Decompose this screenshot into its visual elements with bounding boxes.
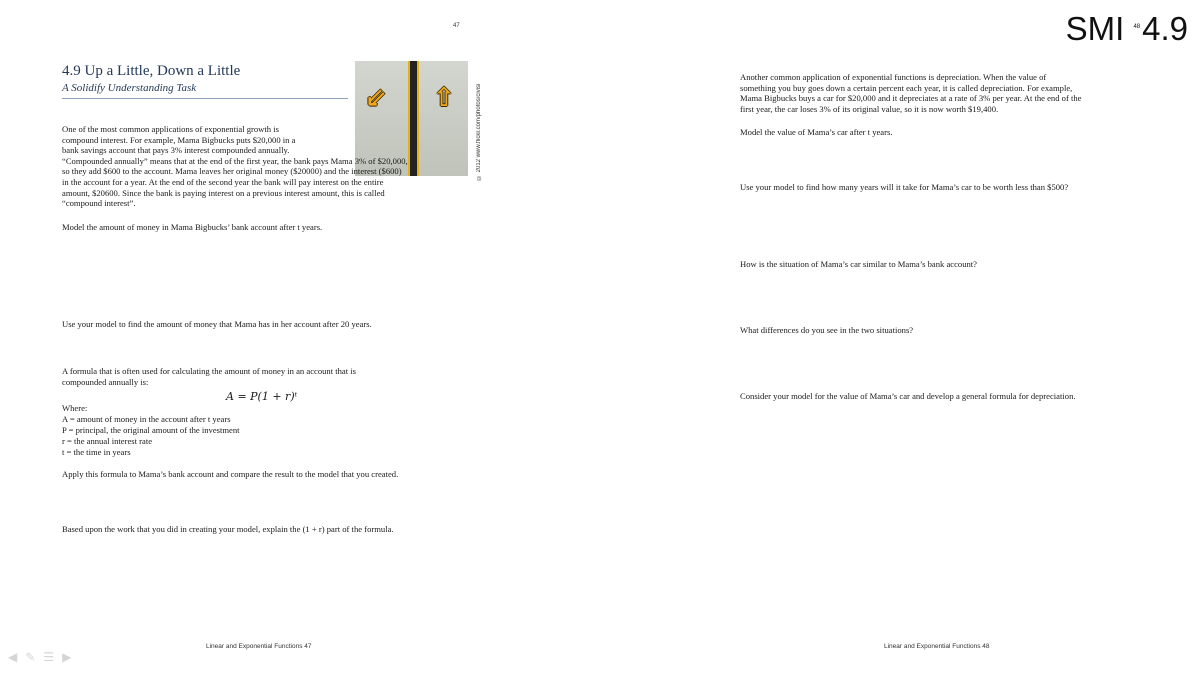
- where-item: A = amount of money in the account after t years: [62, 414, 231, 424]
- menu-icon[interactable]: ☰: [43, 650, 55, 664]
- intro-line: something you buy goes down a certain percent each year, it is called depreciation. For example,: [740, 82, 1073, 93]
- question-model-bank: Model the amount of money in Mama Bigbucks’ bank account after t years.: [62, 222, 323, 232]
- smi-number: 4.9: [1142, 10, 1188, 47]
- left-page-footer: Linear and Exponential Functions 47: [206, 643, 312, 650]
- where-label: Where:: [62, 403, 88, 413]
- question-differences: What differences do you see in the two situations?: [740, 325, 914, 335]
- pen-icon[interactable]: ✎: [25, 650, 36, 664]
- smi-label: SMI: [1065, 10, 1125, 47]
- slideshow-controls: [8, 650, 71, 664]
- intro-paragraph: [62, 124, 467, 209]
- question-depreciation-formula: Consider your model for the value of Mama’s car and develop a general formula for depreciation.: [740, 391, 1076, 401]
- intro-line: in the account for a year. At the end of the second year the bank will pay interest on the entire: [62, 176, 384, 187]
- back-arrow-icon[interactable]: ◀: [8, 650, 18, 664]
- intro-line: “compound interest”.: [62, 198, 136, 209]
- depreciation-intro: [740, 72, 1150, 114]
- intro-line: bank savings account that pays 3% interest compounded annually.: [62, 145, 290, 156]
- left-page-number: 47: [453, 23, 460, 29]
- intro-line: Mama Bigbucks buys a car for $20,000 and it depreciates at a rate of 3% per year. At the end of the: [740, 93, 1082, 104]
- intro-line: so they add $600 to the account. Mama leaves her original money ($20000) and the interest ($600): [62, 166, 402, 177]
- title-divider: [62, 98, 348, 99]
- up-arrow-icon: ⇧: [433, 83, 455, 113]
- intro-line: “Compounded annually” means that at the end of the first year, the bank pays Mama 3% of $20,000,: [62, 155, 408, 166]
- question-years-car: Use your model to find how many years will it take for Mama’s car to be worth less than $500?: [740, 182, 1069, 192]
- where-item: P = principal, the original amount of the investment: [62, 425, 240, 435]
- compound-interest-formula: A = P(1 + r)ᵗ: [226, 390, 298, 403]
- page-title: 4.9 Up a Little, Down a Little: [62, 63, 241, 79]
- formula-intro-line: compounded annually is:: [62, 377, 149, 387]
- right-page-number: 48: [1133, 24, 1141, 30]
- down-arrow-icon: ⇙: [365, 83, 387, 113]
- intro-line: compound interest. For example, Mama Bigbucks puts $20,000 in a: [62, 134, 296, 145]
- question-explain-formula: Based upon the work that you did in creating your model, explain the (1 + r) part of the formula.: [62, 524, 394, 534]
- question-apply-formula: Apply this formula to Mama’s bank account and compare the result to the model that you created.: [62, 469, 399, 479]
- slide-label: [1066, 10, 1188, 48]
- forward-arrow-icon[interactable]: ▶: [62, 650, 72, 664]
- intro-line: One of the most common applications of exponential growth is: [62, 124, 279, 134]
- right-page-footer: Linear and Exponential Functions 48: [884, 643, 990, 650]
- page-subtitle: A Solidify Understanding Task: [62, 82, 197, 94]
- question-model-car: Model the value of Mama’s car after t years.: [740, 127, 893, 137]
- intro-line: first year, the car loses 3% of its original value, so it is now worth $19,400.: [740, 103, 999, 114]
- question-similar: How is the situation of Mama’s car similar to Mama’s bank account?: [740, 259, 977, 269]
- question-use-model-bank: Use your model to find the amount of money that Mama has in her account after 20 years.: [62, 319, 372, 329]
- photo-credit: © 2012 www.flickr.com/photos/civisi: [476, 83, 482, 180]
- intro-line: amount, $20600. Since the bank is paying interest on a previous interest amount, this is called: [62, 187, 385, 198]
- where-item: r = the annual interest rate: [62, 436, 153, 446]
- intro-line: Another common application of exponential functions is depreciation. When the value of: [740, 72, 1047, 82]
- where-item: t = the time in years: [62, 447, 131, 457]
- formula-intro-line: A formula that is often used for calculating the amount of money in an account that is: [62, 366, 357, 376]
